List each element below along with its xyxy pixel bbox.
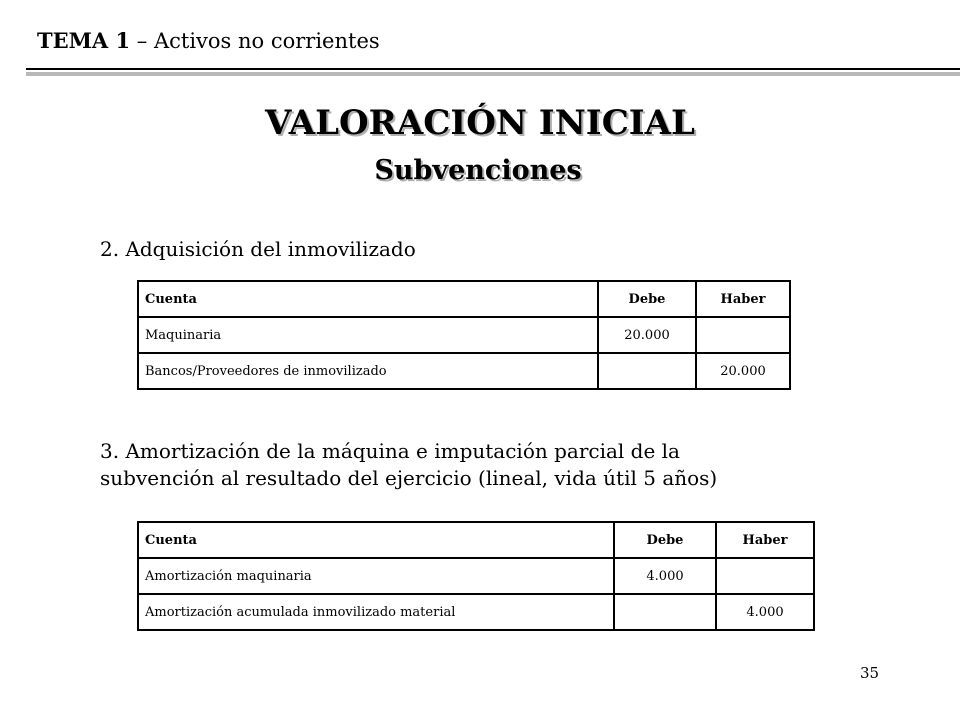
header-rule-shadow (26, 72, 960, 76)
column-header-credit: Haber (716, 522, 814, 558)
account-cell: Bancos/Proveedores de inmovilizado (138, 353, 598, 389)
column-header-account: Cuenta (138, 522, 614, 558)
page-number: 35 (860, 664, 880, 682)
header-subject: Activos no corrientes (153, 29, 380, 53)
header-separator: – (130, 29, 154, 53)
debit-cell: 4.000 (614, 558, 716, 594)
slide-subtitle: Subvenciones (374, 155, 582, 186)
section-heading-acquisition: 2. Adquisición del inmovilizado (100, 237, 416, 261)
section-heading-line: subvención al resultado del ejercicio (lineal, vida útil 5 años) (100, 466, 718, 490)
debit-cell (614, 594, 716, 630)
credit-cell: 20.000 (696, 353, 790, 389)
table-header-row (138, 522, 814, 558)
column-header-credit: Haber (696, 281, 790, 317)
table-row (138, 353, 790, 389)
account-cell: Maquinaria (138, 317, 598, 353)
account-cell: Amortización acumulada inmovilizado material (138, 594, 614, 630)
credit-cell (696, 317, 790, 353)
slide-header (37, 30, 380, 52)
header-rule (26, 68, 960, 70)
account-cell: Amortización maquinaria (138, 558, 614, 594)
slide-title: VALORACIÓN INICIAL (265, 103, 695, 143)
header-topic: TEMA 1 (37, 28, 131, 53)
column-header-account: Cuenta (138, 281, 598, 317)
credit-cell (716, 558, 814, 594)
column-header-debit: Debe (598, 281, 696, 317)
column-header-debit: Debe (614, 522, 716, 558)
journal-entry-table-depreciation (137, 521, 815, 631)
section-heading-line: 3. Amortización de la máquina e imputación parcial de la (100, 439, 680, 463)
credit-cell: 4.000 (716, 594, 814, 630)
journal-entry-table-acquisition (137, 280, 791, 390)
table-header-row (138, 281, 790, 317)
debit-cell (598, 353, 696, 389)
debit-cell: 20.000 (598, 317, 696, 353)
table-row (138, 317, 790, 353)
table-row (138, 594, 814, 630)
section-heading-depreciation (100, 438, 717, 492)
table-row (138, 558, 814, 594)
